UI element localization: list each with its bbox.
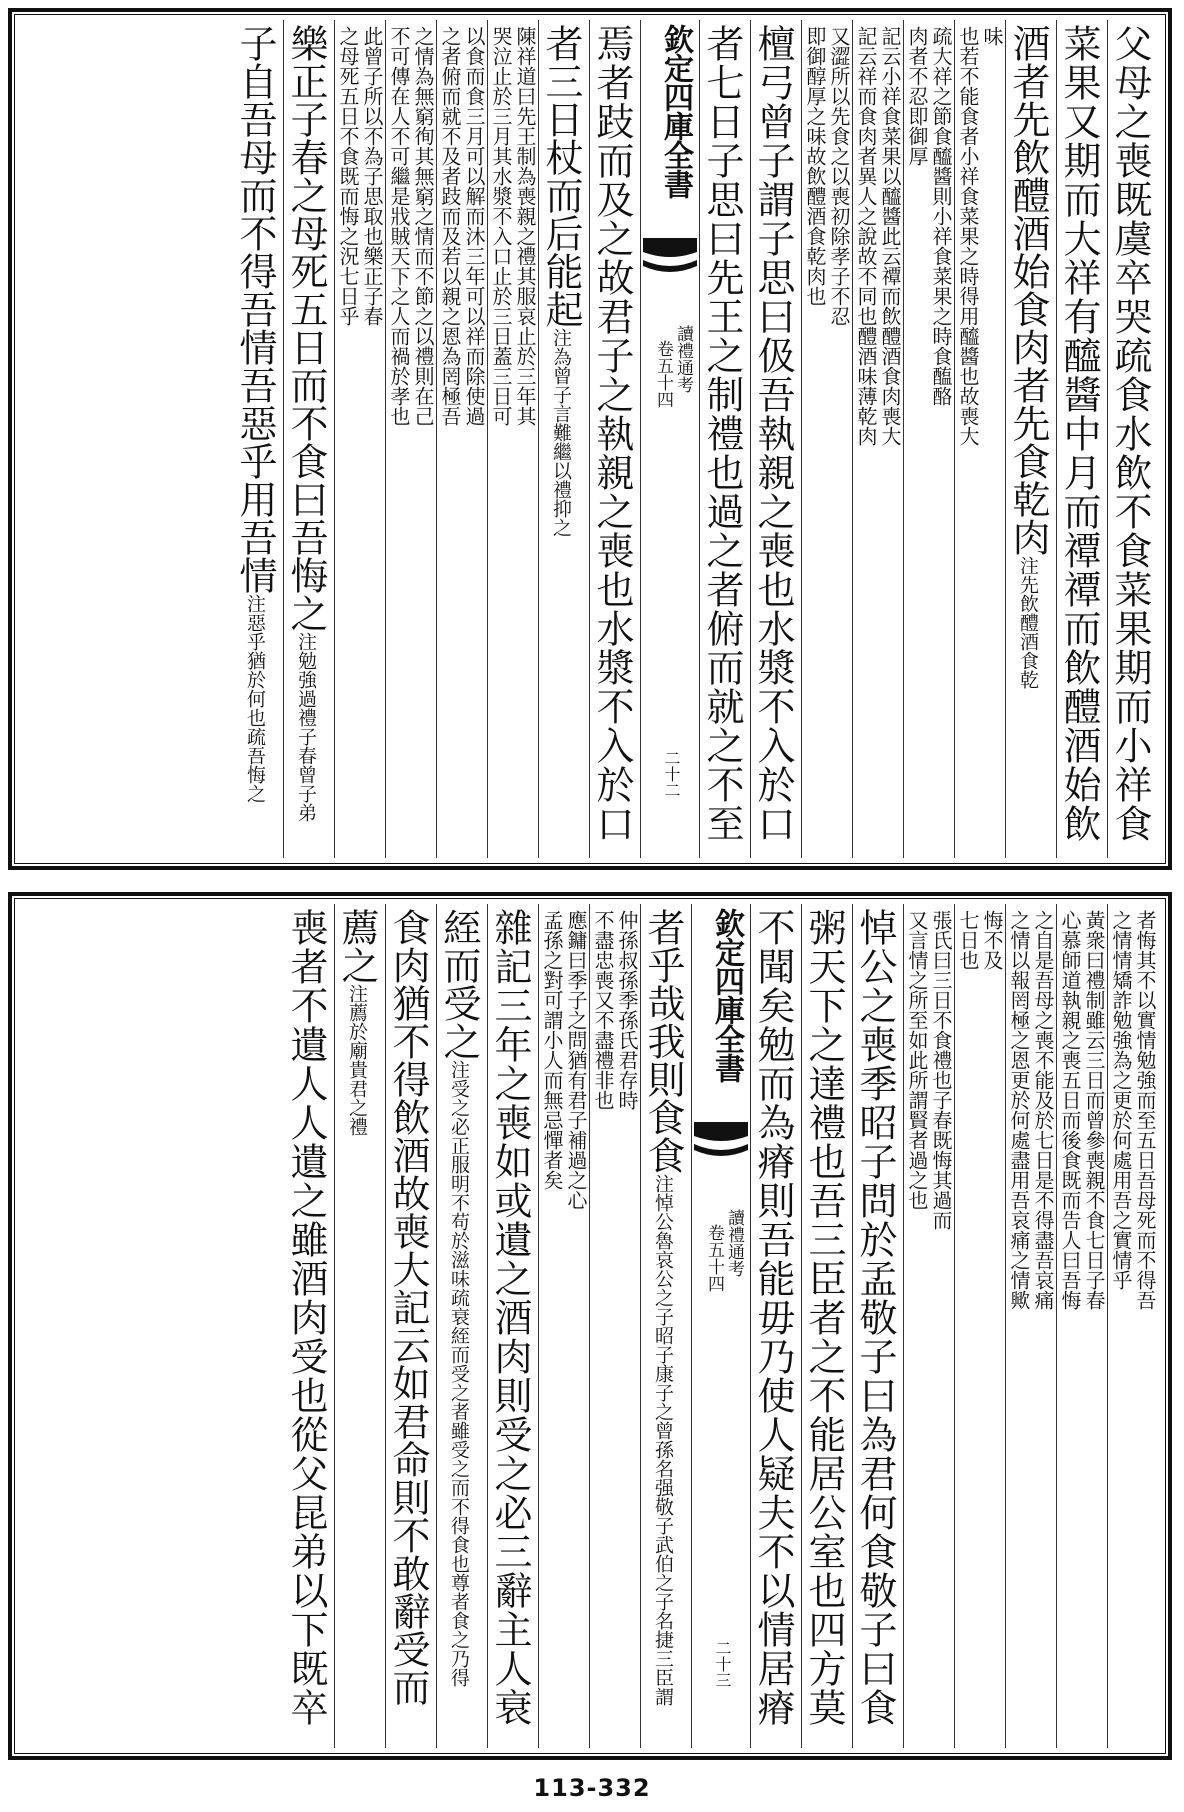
text-column: [436, 20, 487, 858]
annotation-pair: [1057, 904, 1107, 1748]
bottom-columns: [22, 904, 1158, 1748]
fishtail-mark-icon: [694, 1122, 748, 1162]
text-column: [385, 20, 436, 858]
text-column: [750, 904, 801, 1748]
text-column: [903, 20, 954, 858]
volume-number: 卷五十四: [704, 1224, 724, 1292]
main-text: 者三日杖而后能起: [539, 24, 583, 328]
top-columns: [22, 20, 1158, 858]
text-column: [589, 904, 640, 1748]
main-text: 子自吾母而不得吾情吾惡乎用吾情: [233, 24, 277, 594]
folio-number: 二十三: [713, 1640, 732, 1688]
annotation-line: 應鏞曰季子之問猶有君子補過之心: [564, 910, 588, 1210]
text-column: [1056, 20, 1107, 858]
annotation-text: 注惡乎猶於何也疏吾悔之: [244, 594, 266, 803]
annotation-line: 悔不及: [980, 910, 1004, 970]
text-column: [1056, 904, 1107, 1748]
bottom-page-panel: [8, 892, 1172, 1760]
annotation-pair: [802, 20, 852, 858]
main-text: 雜記三年之喪如或遺之酒肉則受之必三辭主人衰: [488, 908, 532, 1727]
text-column: [903, 904, 954, 1748]
annotation-pair: [955, 20, 1005, 858]
main-text-with-note: [640, 908, 688, 1728]
annotation-line: 七日也: [956, 910, 980, 970]
annotation-text: 注為曾子言難繼以禮抑之: [550, 328, 572, 537]
annotation-pair: [955, 904, 1005, 1748]
annotation-line: 之自是吾母之喪不能及於七日是不得盡吾哀痛: [1031, 910, 1055, 1310]
text-column: [385, 904, 436, 1748]
main-text: 食肉猶不得飲酒故喪大記云如君命則不敢辭受而: [386, 908, 430, 1706]
text-column: [1107, 904, 1158, 1748]
text-column: [487, 20, 538, 858]
main-text-with-note: [1005, 24, 1053, 844]
text-column: [284, 904, 334, 1748]
annotation-line: 此曾子所以不為子思取也樂正子春: [360, 26, 384, 326]
annotation-line: 陳祥道曰先王制為喪親之禮其服哀止於三年其: [513, 26, 537, 426]
annotation-pair: [1006, 904, 1056, 1748]
annotation-line: 之情為無窮徇其無窮之情而不節之以禮則在己: [411, 26, 435, 426]
annotation-line: 黃衆曰禮制雖云三日而曾參喪親不食七日子春: [1082, 910, 1106, 1310]
text-column: [699, 20, 750, 858]
main-text: 菜果又期而大祥有醯醬中月而禫禫而飲醴酒始飲: [1057, 24, 1101, 843]
annotation-line: 者悔其不以實情勉強而至五日吾母死而不得吾: [1133, 910, 1157, 1310]
main-text: 者乎哉我則食食: [641, 908, 685, 1174]
top-page-panel: [8, 8, 1172, 870]
annotation-line: 之情以報罔極之恩更於何處盡用吾哀痛之情歟: [1007, 910, 1031, 1310]
annotation-line: 味: [980, 26, 1004, 46]
main-text-with-note: [436, 908, 484, 1728]
text-column: [334, 20, 385, 858]
main-text: 不聞矣勉而為瘠則吾能毋乃使人疑夫不以情居瘠: [751, 908, 795, 1727]
main-text: 薦之: [335, 908, 379, 984]
annotation-line: 之情情矯詐勉強為之更於何處用吾之實情乎: [1109, 910, 1133, 1290]
annotation-line: 又澀所以先食之以喪初除孝子不忍: [827, 26, 851, 326]
annotation-pair: [335, 20, 385, 858]
fishtail-mark-icon: [643, 238, 697, 278]
main-text: 粥天下之達禮也吾三臣者之不能居公室也四方莫: [802, 908, 846, 1727]
annotation-line: 肉者不忍即御厚: [905, 26, 929, 166]
annotation-pair: [1108, 904, 1158, 1748]
main-text: 酒者先飲醴酒始食肉者先食乾肉: [1006, 24, 1050, 556]
main-text: 樂正子春之母死五日而不食曰吾悔之: [284, 24, 328, 632]
annotation-line: 之者俯而就不及者跂而及若以親之恩為罔極吾: [438, 26, 462, 426]
center-fold-column: [640, 20, 699, 858]
annotation-pair: [488, 20, 538, 858]
main-text-with-note: [283, 24, 331, 844]
annotation-pair: [590, 904, 640, 1748]
source-title: 讀禮通考: [724, 1209, 744, 1277]
source-title: 讀禮通考: [673, 325, 693, 393]
text-column: [487, 904, 538, 1748]
annotation-pair: [539, 904, 589, 1748]
main-text-with-note: [334, 908, 382, 1728]
text-column: [801, 904, 852, 1748]
annotation-pair: [386, 20, 436, 858]
annotation-line: 又言情之所至如此所謂賢者過之也: [905, 910, 929, 1210]
annotation-text: 注受之必正服明不苟於滋味疏衰絰而受之者雖受之而不得食也尊者食之乃得: [448, 1060, 470, 1687]
annotation-line: 即御醇厚之味故飲醴酒食乾肉也: [803, 26, 827, 306]
annotation-line: 孟孫之對可謂小人而無忌憚者矣: [540, 910, 564, 1190]
annotation-text: 注悼公魯哀公之子昭子康子之曾孫名强敬子武伯之子名捷三臣謂: [652, 1174, 674, 1706]
annotation-text: 注薦於廟貴君之禮: [346, 984, 368, 1136]
text-column: [589, 20, 640, 858]
text-column: [233, 20, 283, 858]
annotation-text: 注先飲醴酒食乾: [1017, 556, 1039, 689]
text-column: [538, 904, 589, 1748]
annotation-line: 仲孫叔孫季孫氏君存時: [615, 910, 639, 1110]
main-text: 焉者跂而及之故君子之執親之喪也水漿不入於口: [590, 24, 634, 843]
text-column: [436, 904, 487, 1748]
text-column: [954, 20, 1005, 858]
book-title: 欽定四庫全書: [658, 24, 693, 198]
text-column: [1005, 20, 1056, 858]
text-column: [334, 904, 385, 1748]
main-text: 父母之喪既虞卒哭疏食水飲不食菜果期而小祥食: [1108, 24, 1152, 843]
annotation-line: 張氏曰三日不食禮也子春既悔其過而: [929, 910, 953, 1230]
text-column: [750, 20, 801, 858]
main-text: 悼公之喪季昭子問於孟敬子曰為君何食敬子曰食: [853, 908, 897, 1727]
text-column: [640, 904, 691, 1748]
annotation-line: 以食而食三月可以解而沐三年可以祥而除使過: [462, 26, 486, 426]
main-text: 者七日子思曰先王之制禮也過之者俯而就之不至: [700, 24, 744, 843]
annotation-pair: [904, 20, 954, 858]
text-column: [283, 20, 334, 858]
text-column: [954, 904, 1005, 1748]
book-title: 欽定四庫全書: [709, 908, 744, 1082]
main-text-with-note: [233, 24, 280, 844]
annotation-line: 疏大祥之節食醯醬則小祥食菜果之時食醢酪: [929, 26, 953, 406]
text-column: [801, 20, 852, 858]
annotation-line: 心慕師道執親之喪五日而後食既而告人曰吾悔: [1058, 910, 1082, 1310]
text-column: [1005, 904, 1056, 1748]
annotation-pair: [904, 904, 954, 1748]
annotation-line: 不盡忠喪又不盡禮非也: [591, 910, 615, 1110]
annotation-line: 哭泣止於三月其水漿不入口止於三日蓋三日可: [489, 26, 513, 426]
annotation-pair: [853, 20, 903, 858]
main-text-with-note: [538, 24, 586, 844]
text-column: [538, 20, 589, 858]
annotation-text: 注勉強過禮子春曾子弟: [295, 632, 317, 822]
annotation-line: 不可傳在人不可繼是戕賊天下之人而禍於孝也: [387, 26, 411, 426]
center-fold-column: [691, 904, 750, 1748]
annotation-line: 記云祥而食肉者異人之說故不同也醴酒味薄乾肉: [854, 26, 878, 446]
text-column: [1107, 20, 1158, 858]
page-number-footer: 113-332: [533, 1774, 651, 1802]
annotation-line: 也若不能食者小祥食菜果之時得用醯醬也故喪大: [956, 26, 980, 446]
volume-number: 卷五十四: [653, 340, 673, 408]
annotation-pair: [437, 20, 487, 858]
annotation-line: 之母死五日不食既而悔之況七日乎: [336, 26, 360, 326]
main-text-with-note: [385, 908, 433, 1728]
folio-number: 二十二: [662, 750, 681, 798]
main-text: 檀弓曾子謂子思曰伋吾執親之喪也水漿不入於口: [751, 24, 795, 843]
text-column: [852, 904, 903, 1748]
annotation-line: 記云小祥食菜果以醯醬此云禫而飲醴酒食肉喪大: [878, 26, 902, 446]
main-text: 喪者不遺人人遺之雖酒肉受也從父昆弟以下既卒: [284, 908, 328, 1727]
text-column: [852, 20, 903, 858]
main-text: 絰而受之: [437, 908, 481, 1060]
